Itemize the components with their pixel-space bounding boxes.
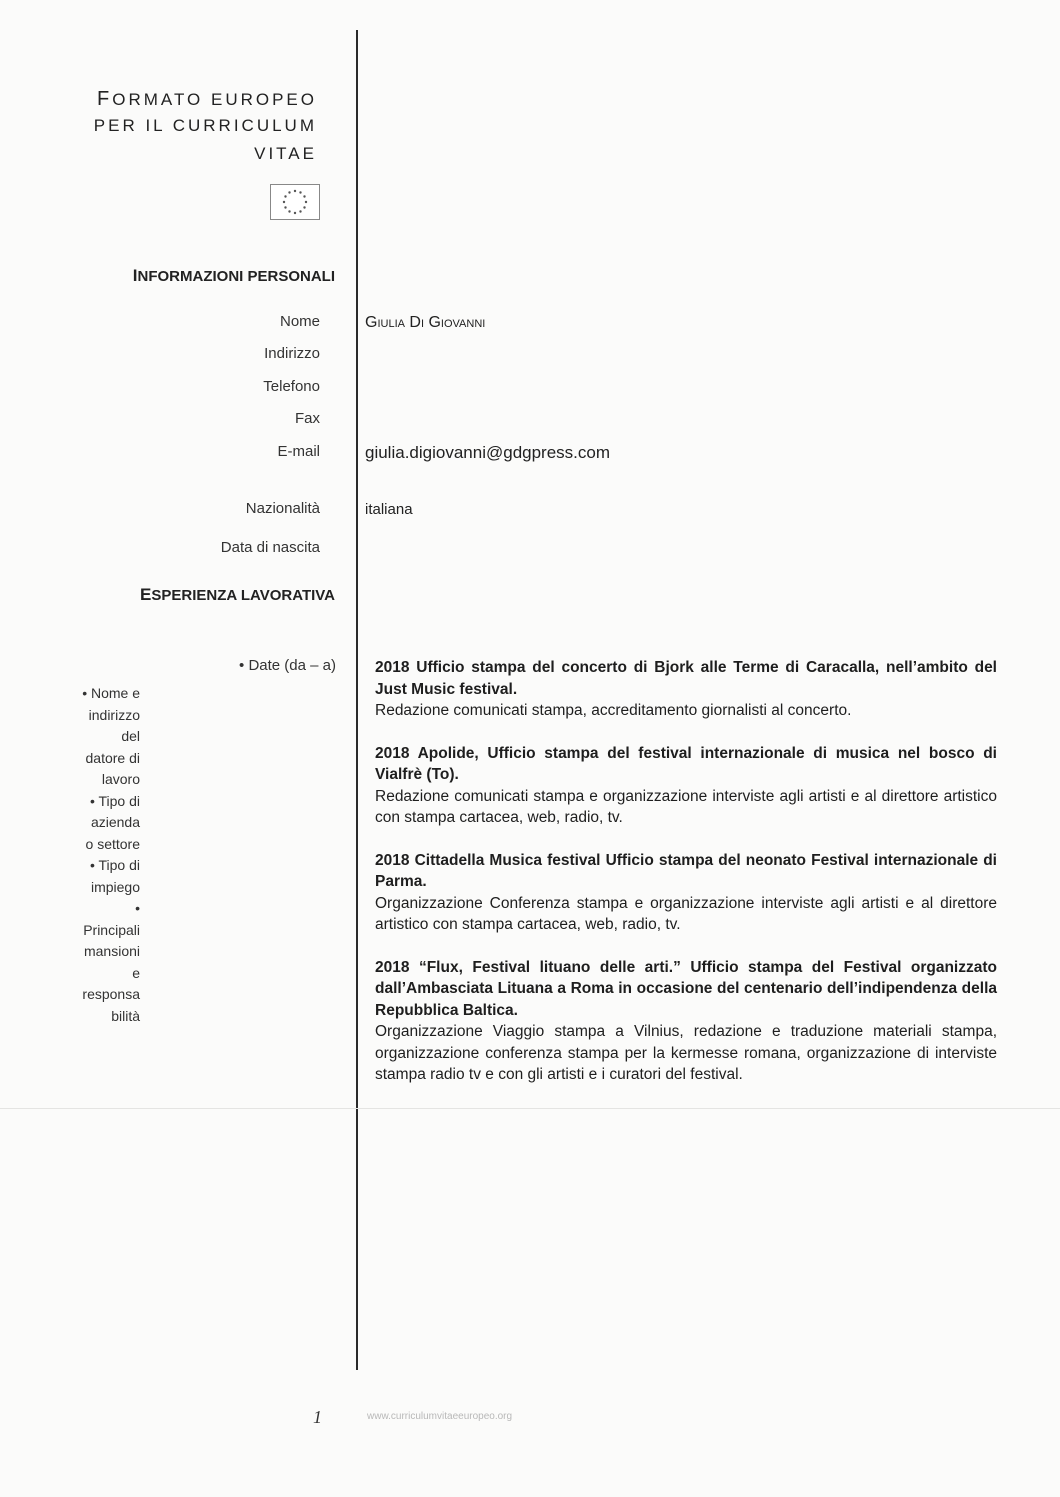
entry-description: Organizzazione Viaggio stampa a Vilnius, redazione e traduzione materiali stampa, organizzazione conferenza stampa per la kermesse romana, organizzazione di interviste stampa radio tv e con gli artisti e i curatori del festival. <box>375 1023 997 1083</box>
label-email: E-mail <box>277 443 320 460</box>
side-label: • Nome e <box>82 685 140 701</box>
side-label: bilità <box>111 1007 140 1024</box>
side-label: lavoro <box>101 771 140 787</box>
side-label: e <box>132 964 140 981</box>
side-label: o settore <box>85 835 140 852</box>
entry-heading: 2018 Ufficio stampa del concerto di Bjork alle Terme di Caracalla, nell’ambito del Just Music festival. <box>375 659 997 698</box>
scan-fold-line <box>0 1108 1060 1109</box>
entry-description: Organizzazione Conferenza stampa e organizzazione interviste agli artisti e al direttore artistico con stampa cartacea, web, radio, tv. <box>375 894 997 933</box>
label-fax: Fax <box>294 410 320 427</box>
side-label: • <box>135 900 140 916</box>
entry-description: Redazione comunicati stampa, accreditamento giornalisti al concerto. <box>375 702 852 719</box>
entry-heading: 2018 Cittadella Musica festival Ufficio stampa del neonato Festival internazionale di Parma. <box>375 851 997 890</box>
side-label: • Tipo di <box>89 857 140 873</box>
column-divider <box>356 30 358 1370</box>
entry-heading: 2018 Apolide, Ufficio stampa del festival internazionale di musica nel bosco di Vialfrè (To). <box>375 744 997 783</box>
experience-entry <box>375 850 997 936</box>
label-nazionalita: Nazionalità <box>245 500 320 517</box>
value-email: giulia.digiovanni@gdgpress.com <box>365 443 611 462</box>
experience-side-labels <box>60 683 140 1027</box>
label-data-nascita: Data di nascita <box>220 539 320 556</box>
section-personal-info: INFORMAZIONI PERSONALI <box>132 266 335 285</box>
side-label: azienda <box>90 814 140 830</box>
label-dates: • Date (da – a) <box>239 657 336 674</box>
value-nazionalita: italiana <box>365 501 413 518</box>
label-indirizzo: Indirizzo <box>264 345 320 362</box>
entry-description: Redazione comunicati stampa e organizzazione interviste agli artisti e al direttore artistico con stampa cartacea, web, radio, tv. <box>375 787 997 826</box>
side-label: • Tipo di <box>89 792 140 809</box>
doc-title-line-2: PER IL CURRICULUM <box>93 116 317 135</box>
experience-entry <box>375 657 997 722</box>
footer-url: www.curriculumvitaeeuropeo.org <box>367 1411 513 1422</box>
entry-heading: 2018 “Flux, Festival lituano delle arti.” Ufficio stampa del Festival organizzato dall’Ambasciata Lituana a Roma in occasione del centenario dell’indipendenza della Repubblica Baltica. <box>375 958 997 1019</box>
section-work-experience: ESPERIENZA LAVORATIVA <box>140 585 335 604</box>
side-label: Principali <box>83 921 140 938</box>
side-label: indirizzo <box>88 706 140 723</box>
doc-title-line-1: FORMATO EUROPEO <box>97 88 317 110</box>
value-nome: Giulia Di Giovanni <box>365 314 486 331</box>
experience-entries <box>375 657 997 1107</box>
side-label: impiego <box>90 878 140 895</box>
label-telefono: Telefono <box>263 378 320 395</box>
side-label: datore di <box>85 749 140 766</box>
page-number: 1 <box>313 1407 322 1427</box>
experience-entry <box>375 743 997 829</box>
side-label: responsa <box>82 986 140 1002</box>
experience-entry <box>375 957 997 1086</box>
side-label: mansioni <box>83 943 140 959</box>
eu-flag-icon <box>270 184 320 220</box>
label-nome: Nome <box>279 313 320 330</box>
side-label: del <box>121 728 140 744</box>
doc-title-line-3: VITAE <box>254 144 317 163</box>
